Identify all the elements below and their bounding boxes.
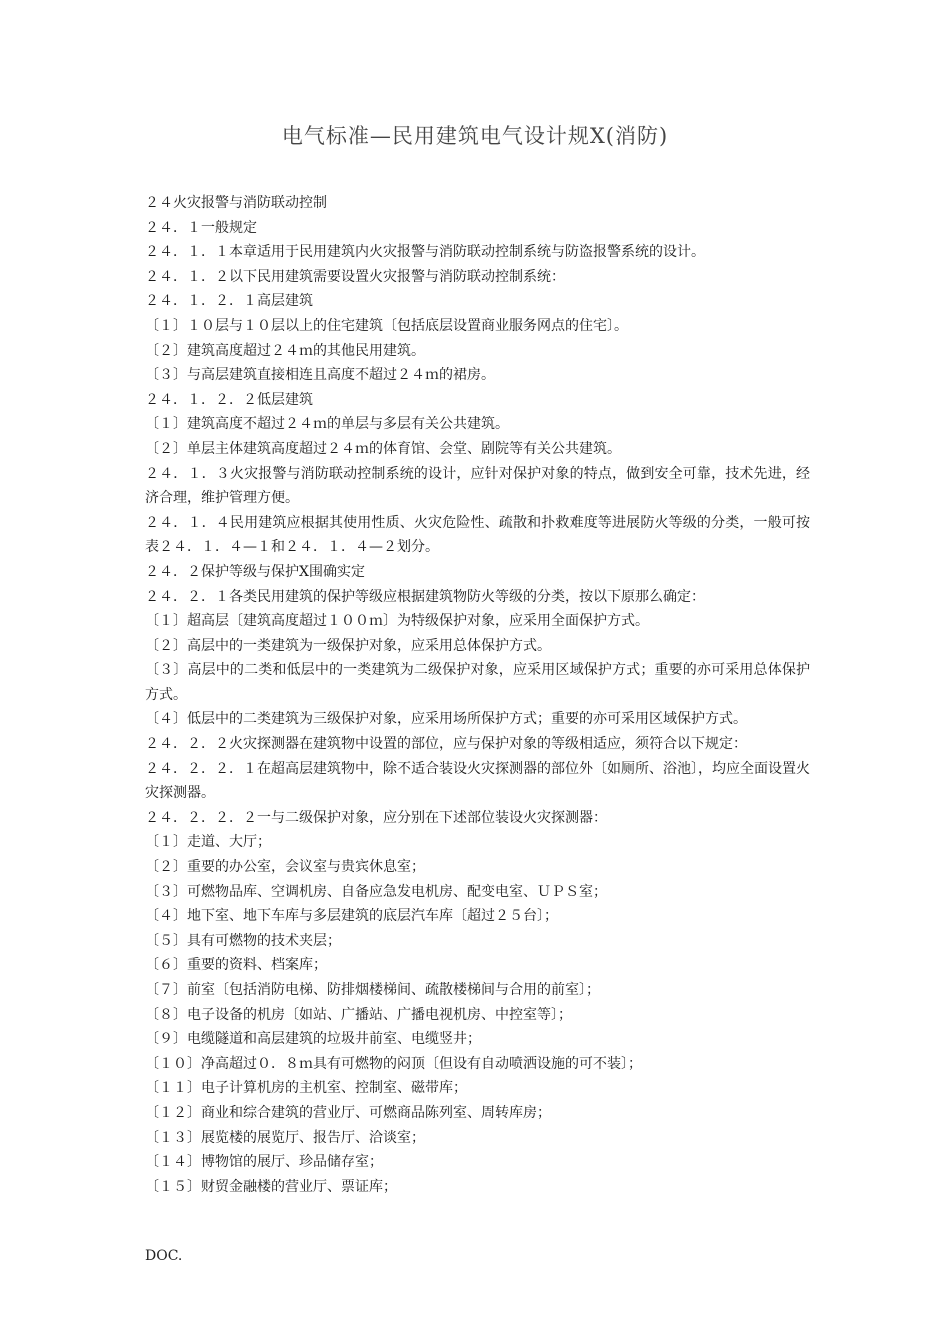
paragraph: 〔４〕地下室、地下车库与多层建筑的底层汽车库〔超过２５台〕； — [145, 908, 558, 925]
paragraph: ２４．１．２以下民用建筑需要设置火灾报警与消防联动控制系统： — [145, 268, 565, 285]
paragraph: 〔１２〕商业和综合建筑的营业厅、可燃商品陈列室、周转库房； — [145, 1104, 551, 1121]
paragraph: ２４．２．２．２一与二级保护对象，应分别在下述部位装设火灾探测器： — [145, 809, 607, 826]
document-title: 电气标准—民用建筑电气设计规X(消防) — [281, 124, 669, 148]
document-body — [145, 191, 810, 1199]
paragraph: 〔１３〕展览楼的展览厅、报告厅、洽谈室； — [145, 1129, 425, 1146]
paragraph: 〔２〕高层中的一类建筑为一级保护对象，应采用总体保护方式。 — [145, 637, 551, 654]
paragraph: 〔１〕１０层与１０层以上的住宅建筑〔包括底层设置商业服务网点的住宅〕。 — [145, 317, 628, 334]
paragraph: 〔１１〕电子计算机房的主机室、控制室、磁带库； — [145, 1080, 467, 1097]
paragraph: 〔８〕电子设备的机房〔如站、广播站、广播电视机房、中控室等〕； — [145, 1006, 572, 1023]
paragraph: ２４．２．２．１在超高层建筑物中，除不适合装设火灾探测器的部位外〔如厕所、浴池〕，均应全面设置火灾探测器。 — [145, 760, 810, 802]
paragraph: 〔１５〕财贸金融楼的营业厅、票证库； — [145, 1178, 397, 1195]
paragraph: 〔１〕超高层〔建筑高度超过１００ｍ〕为特级保护对象，应采用全面保护方式。 — [145, 613, 649, 630]
paragraph: 〔３〕高层中的二类和低层中的一类建筑为二级保护对象，应采用区域保护方式；重要的亦可采用总体保护方式。 — [145, 662, 810, 703]
paragraph: ２４．２．２火灾探测器在建筑物中设置的部位，应与保护对象的等级相适应，须符合以下规定： — [145, 736, 747, 753]
paragraph: ２４．１．４民用建筑应根据其使用性质、火灾危险性、疏散和扑救难度等进展防火等级的分类，一般可按表２４．１．４—１和２４．１．４—２划分。 — [145, 514, 810, 556]
paragraph: 〔１０〕净高超过０．８ｍ具有可燃物的闷顶〔但设有自动喷洒设施的可不装〕； — [145, 1055, 642, 1072]
paragraph: ２４．１一般规定 — [145, 219, 257, 236]
paragraph: 〔２〕单层主体建筑高度超过２４ｍ的体育馆、会堂、剧院等有关公共建筑。 — [145, 440, 621, 457]
paragraph: 〔４〕低层中的二类建筑为三级保护对象，应采用场所保护方式；重要的亦可采用区域保护方式。 — [145, 711, 747, 728]
paragraph: 〔３〕与高层建筑直接相连且高度不超过２４ｍ的裙房。 — [145, 367, 495, 384]
paragraph: ２４．１．２．１高层建筑 — [145, 293, 313, 310]
paragraph: 〔７〕前室〔包括消防电梯、防排烟楼梯间、疏散楼梯间与合用的前室〕； — [145, 982, 600, 998]
paragraph: ２４．１．３火灾报警与消防联动控制系统的设计，应针对保护对象的特点，做到安全可靠，技术先进，经济合理，维护管理方便。 — [145, 465, 810, 507]
paragraph: 〔１４〕博物馆的展厅、珍品储存室； — [145, 1154, 383, 1171]
paragraph: 〔５〕具有可燃物的技术夹层； — [145, 932, 341, 949]
paragraph: ２４．１．２．２低层建筑 — [145, 391, 313, 408]
paragraph: 〔９〕电缆隧道和高层建筑的垃圾井前室、电缆竖井； — [145, 1031, 481, 1048]
paragraph: ２４火灾报警与消防联动控制 — [145, 195, 327, 211]
paragraph: ２４．２．１各类民用建筑的保护等级应根据建筑物防火等级的分类，按以下原那么确定： — [145, 588, 705, 605]
page-footer: DOC. — [145, 1248, 183, 1264]
paragraph: 〔３〕可燃物品库、空调机房、自备应急发电机房、配变电室、ＵＰＳ室； — [145, 883, 607, 900]
paragraph: 〔１〕走道、大厅； — [145, 834, 271, 851]
paragraph: ２４．１．１本章适用于民用建筑内火灾报警与消防联动控制系统与防盗报警系统的设计。 — [145, 244, 705, 261]
paragraph: ２４．２保护等级与保护X围确实定 — [145, 563, 365, 580]
paragraph: 〔２〕重要的办公室，会议室与贵宾休息室； — [145, 859, 425, 876]
paragraph: 〔２〕建筑高度超过２４ｍ的其他民用建筑。 — [145, 342, 425, 359]
paragraph: 〔６〕重要的资料、档案库； — [145, 957, 327, 974]
paragraph: 〔１〕建筑高度不超过２４ｍ的单层与多层有关公共建筑。 — [145, 416, 509, 433]
